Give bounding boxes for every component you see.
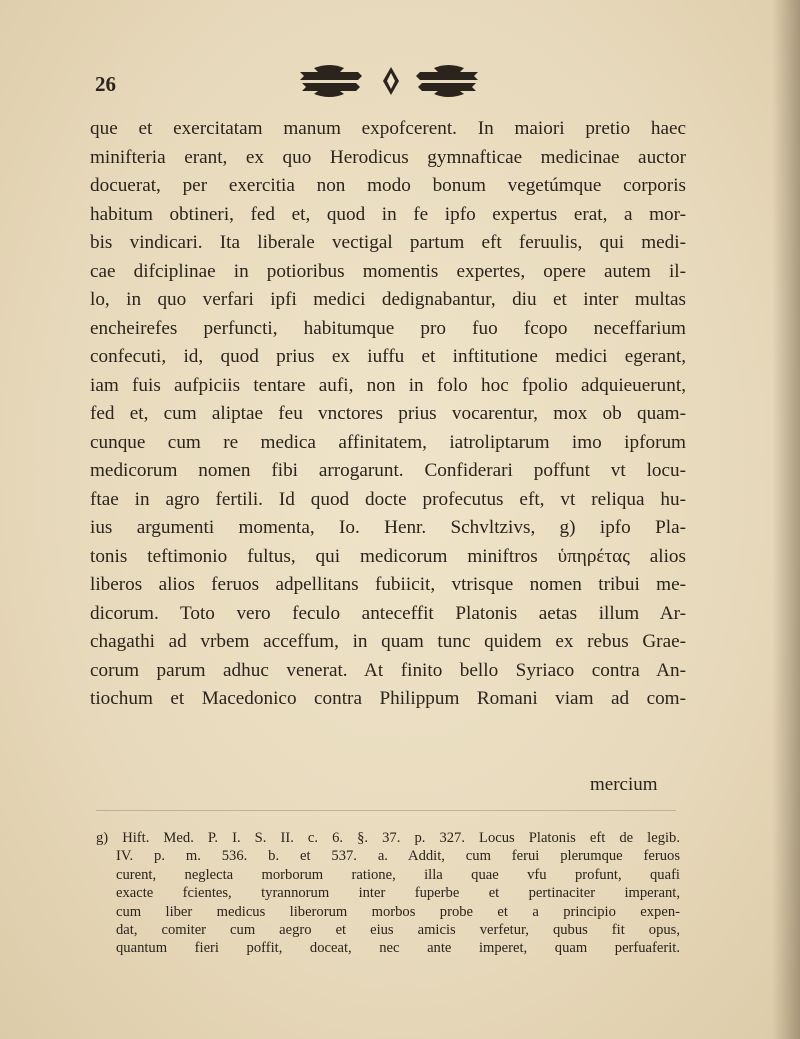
footnote-line: exacte fcientes, tyrannorum inter fuperbe et pertinaciter imperant,	[116, 885, 680, 902]
text-line: bis vindicari. Ita liberale vectigal partum eft feruulis, qui medi-	[90, 232, 686, 253]
text-line: lo, in quo verfari ipfi medici dedignabantur, diu et inter multas	[90, 289, 686, 310]
text-line: confecuti, id, quod prius ex iuffu et inftitutione medici egerant,	[90, 346, 686, 367]
text-line: medicorum nomen fibi arrogarunt. Confiderari poffunt vt locu-	[90, 460, 686, 481]
main-text-block	[90, 115, 686, 714]
printers-ornament	[296, 64, 486, 98]
text-line: habitum obtineri, fed et, quod in fe ipfo expertus erat, a mor-	[90, 203, 686, 225]
page-edge-shadow	[772, 0, 800, 1039]
footnote-line: curent, neglecta morborum ratione, illa quae vfu profunt, quafi	[116, 866, 680, 883]
text-line: cae difciplinae in potioribus momentis expertes, opere autem il-	[90, 260, 686, 282]
text-line: chagathi ad vrbem acceffum, in quam tunc quidem ex rebus Grae-	[90, 631, 686, 652]
footnote-divider	[96, 810, 676, 811]
text-line: tonis teftimonio fultus, qui medicorum miniftros ὑπηρέτας alios	[90, 545, 686, 567]
catchword: mercium	[590, 774, 658, 795]
text-line: cunque cum re medica affinitatem, iatroliptarum imo ipforum	[90, 431, 686, 453]
text-line: minifteria erant, ex quo Herodicus gymnafticae medicinae auctor	[90, 146, 686, 168]
text-line: iam fuis aufpiciis tentare aufi, non in folo hoc fpolio adquieuerunt,	[90, 374, 686, 396]
text-line: dicorum. Toto vero feculo anteceffit Platonis aetas illum Ar-	[90, 602, 686, 624]
text-line: encheirefes perfuncti, habitumque pro fuo fcopo neceffarium	[90, 317, 686, 339]
text-line: fed et, cum aliptae feu vnctores prius vocarentur, mox ob quam-	[90, 403, 686, 424]
footnote-line: g) Hift. Med. P. I. S. II. c. 6. §. 37. p. 327. Locus Platonis eft de legib.	[96, 830, 680, 846]
footnote-line: dat, comiter cum aegro et eius amicis verfetur, qubus fit opus,	[116, 922, 680, 939]
page-number: 26	[95, 72, 116, 96]
text-line: ftae in agro fertili. Id quod docte profecutus eft, vt reliqua hu-	[90, 488, 686, 510]
text-line: ius argumenti momenta, Io. Henr. Schvltzivs, g) ipfo Pla-	[90, 517, 686, 538]
footnote-line: IV. p. m. 536. b. et 537. a. Addit, cum ferui plerumque feruos	[116, 848, 680, 865]
text-line: tiochum et Macedonico contra Philippum Romani viam ad com-	[90, 688, 686, 709]
text-line: que et exercitatam manum expofcerent. In maiori pretio haec	[90, 118, 686, 139]
footnote-line: quantum fieri poffit, doceat, nec ante imperet, quam perfuaferit.	[116, 940, 680, 957]
text-line: docuerat, per exercitia non modo bonum vegetúmque corporis	[90, 175, 686, 196]
footnote-block	[96, 829, 680, 958]
text-line: corum parum adhuc venerat. At finito bello Syriaco contra An-	[90, 659, 686, 681]
footnote-line: cum liber medicus liberorum morbos probe et a principio expen-	[116, 903, 680, 920]
text-line: liberos alios feruos adpellitans fubiicit, vtrisque nomen tribui me-	[90, 574, 686, 595]
